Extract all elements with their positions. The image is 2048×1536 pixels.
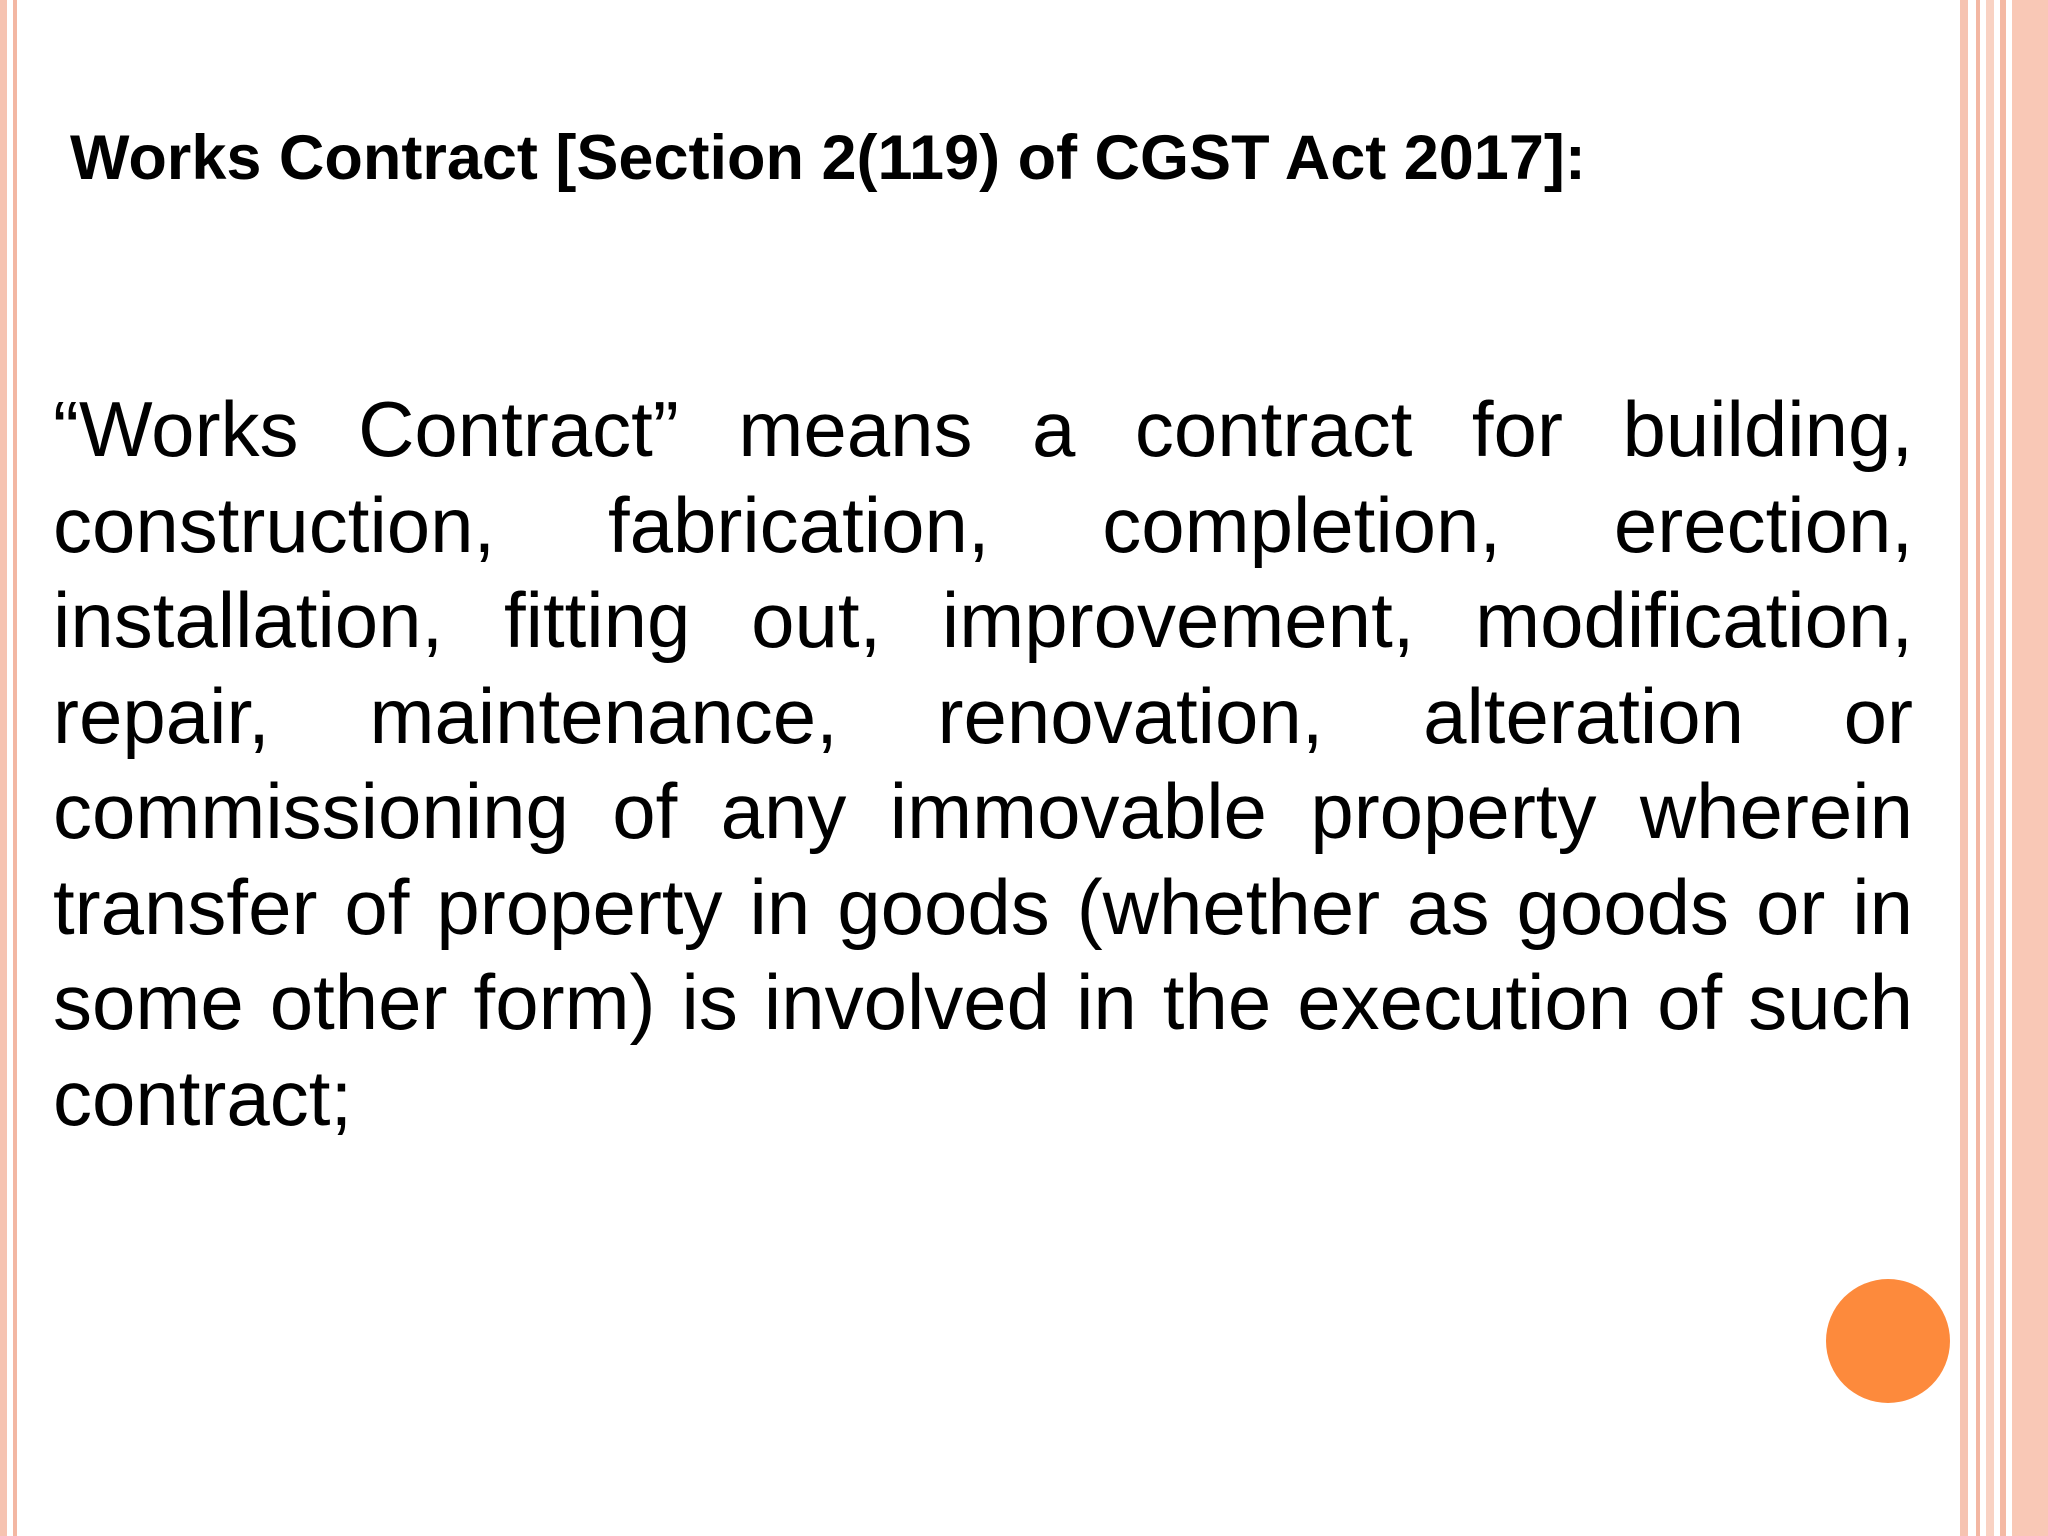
left-border-stripe-inner: [13, 0, 17, 1536]
definition-paragraph: “Works Contract” means a contract for building, construction, fabrication, completion, erection, installation, fitting out, improvement, modification, repair, maintenance, renovation, alteration or commissioning of any immovable property wherein transfer of property in goods (whether as goods or in some other form) is involved in the execution of such contract;: [53, 385, 1913, 1142]
right-border-stripe: [1976, 0, 1980, 1536]
right-border-stripe: [2000, 0, 2006, 1536]
right-border-stripe: [1986, 0, 1994, 1536]
left-border-stripe: [0, 0, 7, 1536]
right-border-stripe: [1960, 0, 1968, 1536]
slide-title: Works Contract [Section 2(119) of CGST Act 2017]:: [70, 123, 1586, 193]
decorative-circle-icon: [1826, 1279, 1950, 1403]
right-border-band: [2012, 0, 2048, 1536]
